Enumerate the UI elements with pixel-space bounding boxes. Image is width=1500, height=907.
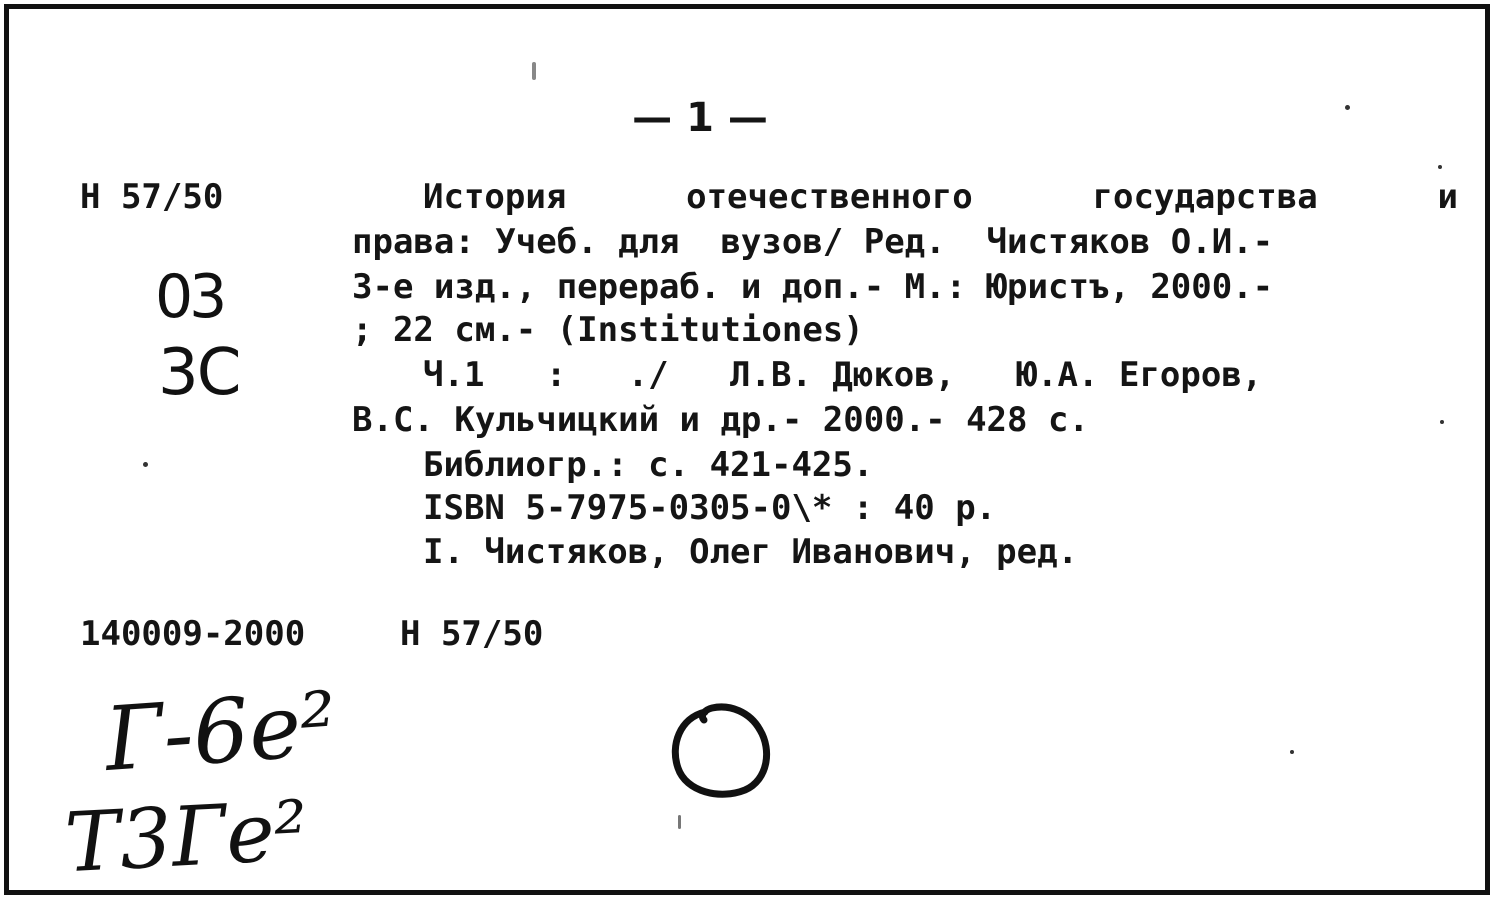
page-number: — 1 —: [632, 95, 768, 141]
title-word-3: государства: [1092, 177, 1318, 217]
speck: [532, 62, 536, 80]
handwritten-note-1: Г-6е²: [101, 672, 340, 791]
added-entry: I. Чистяков, Олег Иванович, ред.: [423, 532, 1079, 572]
title-line-1: [423, 177, 1458, 217]
bibliography-note: Библиогр.: с. 421-425.: [423, 445, 874, 485]
speck: [143, 462, 148, 467]
footer-call-number: Н 57/50: [400, 614, 544, 654]
speck: [678, 815, 681, 829]
speck: [1438, 165, 1442, 169]
title-word-2: отечественного: [686, 177, 973, 217]
isbn-line: ISBN 5-7975-0305-0\* : 40 р.: [423, 488, 997, 528]
hand-drawn-circle: [660, 700, 790, 810]
accession-number: 140009-2000: [80, 614, 306, 654]
shelf-mark-line1: 03: [155, 262, 224, 332]
title-word-1: История: [423, 177, 567, 217]
speck: [1440, 420, 1444, 424]
speck: [1345, 105, 1350, 110]
title-line-2: права: Учеб. для вузов/ Ред. Чистяков О.И.-: [352, 222, 1274, 262]
call-number: Н 57/50: [80, 177, 224, 217]
series-line: ; 22 см.- (Institutiones): [352, 310, 864, 350]
shelf-mark-line2: 3С: [158, 336, 240, 410]
part-line: Ч.1 : ./ Л.В. Дюков, Ю.А. Егоров,: [423, 355, 1263, 395]
title-word-4: и: [1437, 177, 1458, 217]
authors-line: В.С. Кульчицкий и др.- 2000.- 428 с.: [352, 400, 1089, 440]
edition-line: 3-е изд., перераб. и доп.- М.: Юристъ, 2000.-: [352, 267, 1274, 307]
handwritten-note-2: Т3Ге²: [62, 783, 310, 892]
speck: [1290, 750, 1294, 754]
